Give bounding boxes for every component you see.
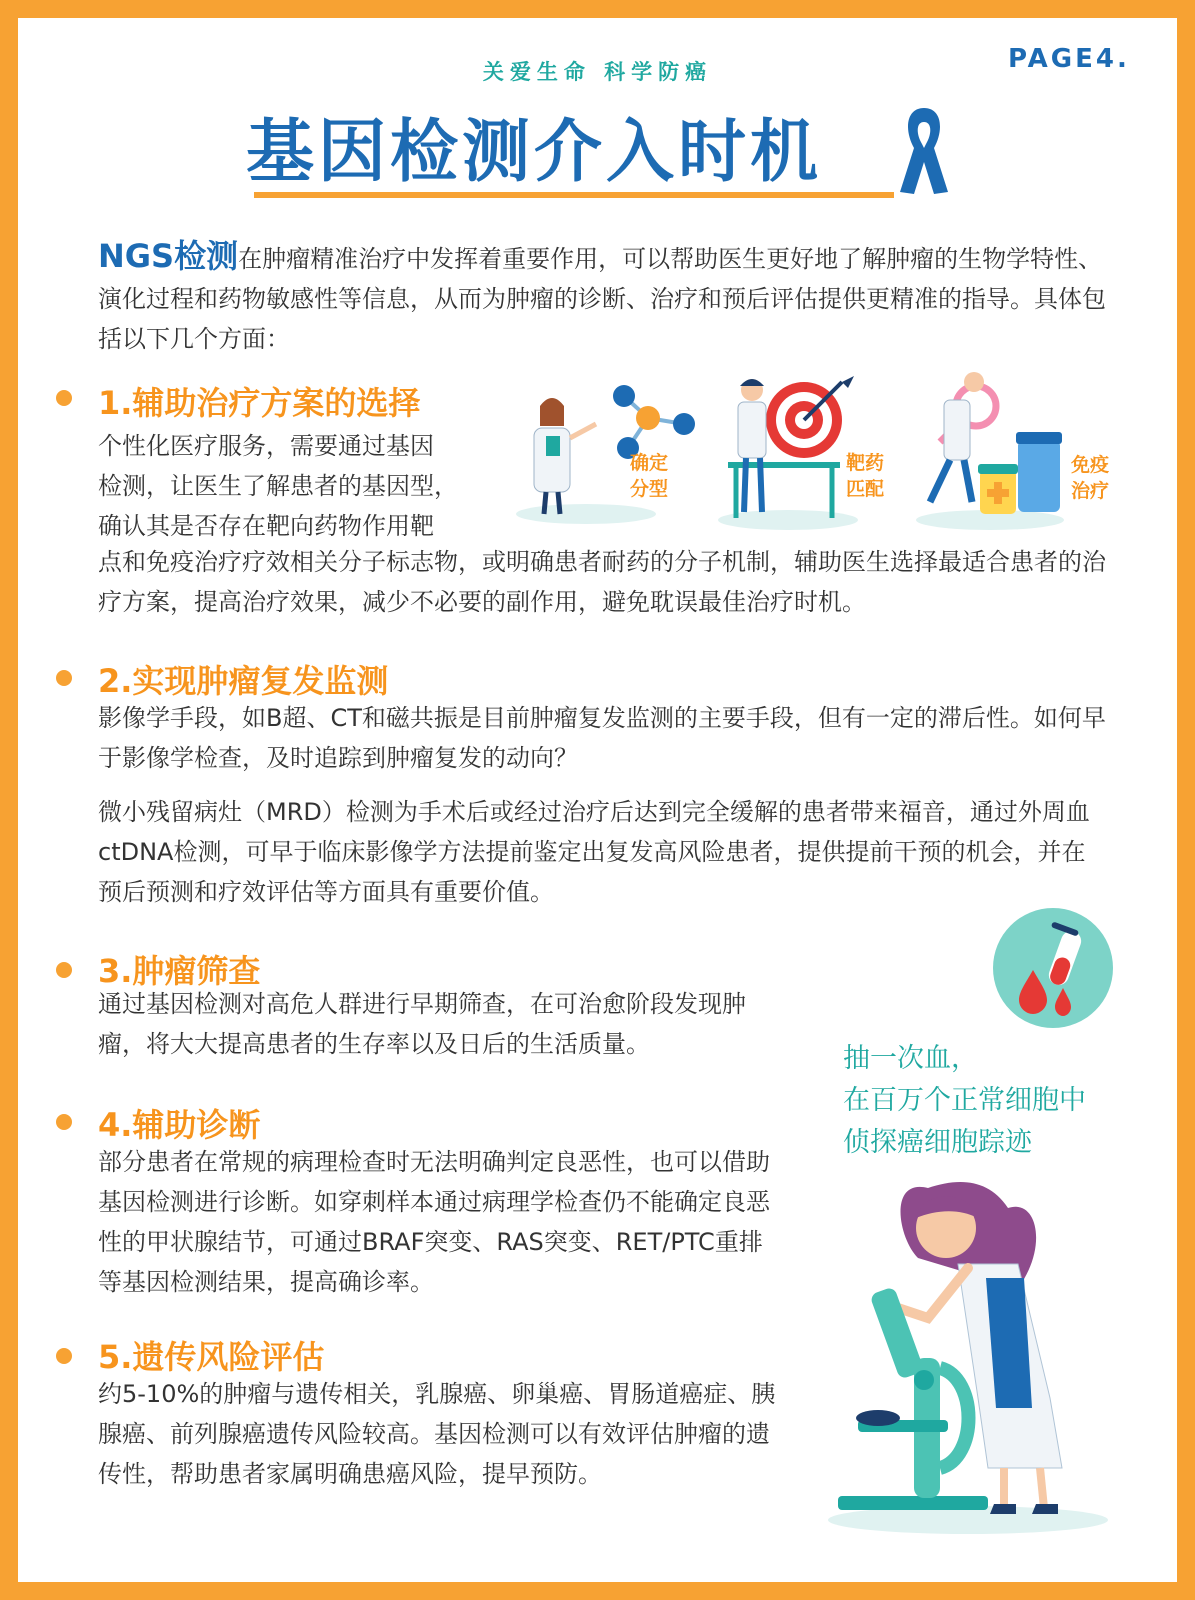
sidebar-line: 侦探癌细胞踪迹 [843, 1127, 1032, 1158]
section1-text [98, 426, 518, 546]
icon-label-target-drug: 靶药 匹配 [846, 452, 885, 500]
section1-rest: 点和免疫治疗疗效相关分子标志物，或明确患者耐药的分子机制，辅助医生选择最适合患者的治疗方案，提高治疗效果，减少不必要的副作用，避免耽误最佳治疗时机。 [98, 548, 1106, 616]
section1-line: 确认其是否存在靶向药物作用靶 [98, 512, 434, 540]
sidebar-line: 在百万个正常细胞中 [843, 1085, 1086, 1116]
section1-title: 1.辅助治疗方案的选择 [98, 384, 421, 422]
ribbon-icon [894, 100, 954, 204]
title-underline [254, 192, 894, 198]
icon-label-typing: 确定 分型 [630, 452, 669, 500]
section5-text: 约5-10%的肿瘤与遗传相关，乳腺癌、卵巢癌、胃肠道癌症、胰腺癌、前列腺癌遗传风险较高。基因检测可以有效评估肿瘤的遗传性，帮助患者家属明确患癌风险，提早预防。 [98, 1380, 776, 1488]
bullet-dot [56, 1114, 72, 1130]
page [18, 18, 1177, 1582]
bullet-dot [56, 390, 72, 406]
section4-text: 部分患者在常规的病理检查时无法明确判定良恶性，也可以借助基因检测进行诊断。如穿刺样本通过病理学检查仍不能确定良恶性的甲状腺结节，可通过BRAF突变、RAS突变、RET/PTC重排等基因检测结果，提高确诊率。 [98, 1148, 770, 1296]
section2-para2: 微小残留病灶（MRD）检测为手术后或经过治疗后达到完全缓解的患者带来福音，通过外周血ctDNA检测，可早于临床影像学方法提前鉴定出复发高风险患者，提供提前干预的机会，并在预后预测和疗效评估等方面具有重要价值。 [98, 798, 1090, 906]
icon-label-immunotherapy: 免疫 治疗 [1071, 454, 1110, 502]
bullet-dot [56, 1348, 72, 1364]
doctor-medicine-illustration [910, 370, 1070, 536]
bullet-dot [56, 962, 72, 978]
intro-text: 在肿瘤精准治疗中发挥着重要作用，可以帮助医生更好地了解肿瘤的生物学特性、演化过程和药物敏感性等信息，从而为肿瘤的诊断、治疗和预后评估提供更精准的指导。具体包括以下几个方面： [98, 245, 1106, 353]
section1-line: 个性化医疗服务，需要通过基因 [98, 432, 434, 460]
section3-title: 3.肿瘤筛查 [98, 952, 261, 990]
doctor-target-illustration [708, 362, 858, 536]
bullet-dot [56, 670, 72, 686]
blood-test-tube-icon [993, 908, 1113, 1032]
page-title: 基因检测介入时机 [246, 113, 823, 192]
sidebar-caption [843, 1038, 1163, 1164]
slogan: 关爱生命 科学防癌 [482, 60, 713, 84]
section4-title: 4.辅助诊断 [98, 1106, 261, 1144]
section3-text: 通过基因检测对高危人群进行早期筛查，在可治愈阶段发现肿瘤，将大大提高患者的生存率以及日后的生活质量。 [98, 990, 746, 1058]
section2-para1: 影像学手段，如B超、CT和磁共振是目前肿瘤复发监测的主要手段，但有一定的滞后性。如何早于影像学检查，及时追踪到肿瘤复发的动向？ [98, 704, 1106, 772]
intro-paragraph [98, 236, 1118, 359]
page-number: PAGE4. [1008, 44, 1130, 74]
scientist-microscope-illustration [818, 1168, 1118, 1542]
section1-line: 检测，让医生了解患者的基因型， [98, 472, 458, 500]
doctor-molecule-illustration [506, 366, 696, 530]
ngs-highlight: NGS检测 [98, 237, 239, 275]
sidebar-line: 抽一次血， [843, 1043, 978, 1074]
section5-title: 5.遗传风险评估 [98, 1338, 325, 1376]
section2-title: 2.实现肿瘤复发监测 [98, 662, 389, 700]
